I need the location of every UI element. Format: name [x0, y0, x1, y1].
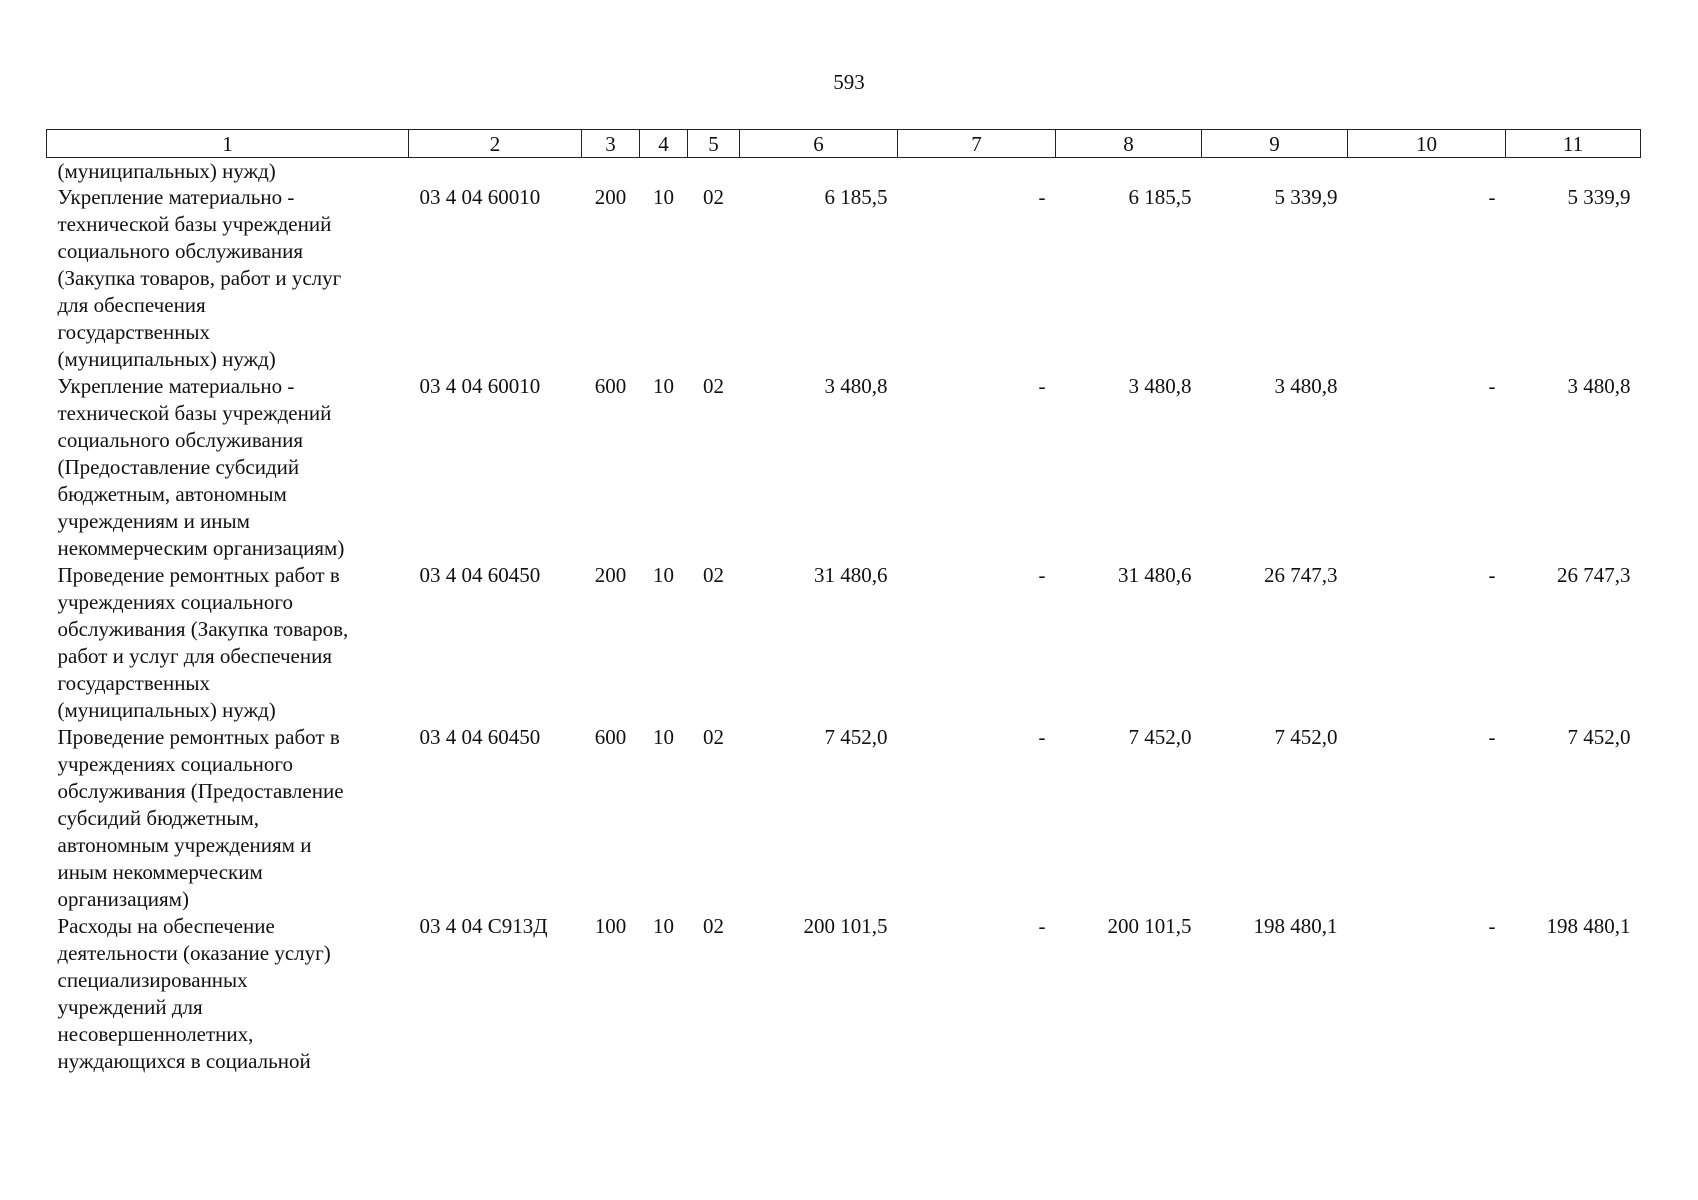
row-col3: 200 [594, 563, 627, 587]
row-col3: 600 [594, 725, 627, 749]
column-header: 10 [1348, 130, 1506, 158]
page-number: 593 [833, 70, 865, 94]
row-col4: 10 [653, 374, 674, 398]
row-col7: - [1038, 725, 1046, 749]
column-header: 3 [582, 130, 640, 158]
column-header: 1 [47, 130, 409, 158]
row-col7: - [1038, 914, 1046, 938]
row-code: 03 4 04 С913Д [419, 914, 548, 938]
column-number-header-row [47, 130, 1641, 158]
column-header: 5 [688, 130, 740, 158]
row-col10: - [1488, 374, 1496, 398]
row-col3: 100 [594, 914, 627, 938]
row-description: Проведение ремонтных работ в учреждениях социального обслуживания (Предоставление субсидий бюджетным, автономным учреждениям и иным некоммерческим организациям) [57, 725, 344, 911]
row-description: Расходы на обеспечение деятельности (оказание услуг) специализированных учреждений для несовершеннолетних, нуждающихся в социальной [57, 914, 331, 1073]
table-row [47, 562, 1641, 724]
column-header: 9 [1202, 130, 1348, 158]
column-header: 4 [640, 130, 688, 158]
row-description: Укрепление материально - технической базы учреждений социального обслуживания (Закупка товаров, работ и услуг для обеспечения государственных (муниципальных) нужд) [57, 185, 342, 371]
row-col8: 7 452,0 [1128, 725, 1192, 749]
row-col9: 26 747,3 [1264, 563, 1338, 587]
row-col11: 198 480,1 [1546, 914, 1631, 938]
column-header: 2 [409, 130, 582, 158]
row-col10: - [1488, 914, 1496, 938]
row-col7: - [1038, 374, 1046, 398]
row-col6: 200 101,5 [803, 914, 888, 938]
row-col5: 02 [703, 914, 724, 938]
column-header: 7 [898, 130, 1056, 158]
row-col7: - [1038, 185, 1046, 209]
row-col6: 31 480,6 [814, 563, 888, 587]
row-code: 03 4 04 60010 [419, 374, 541, 398]
row-col9: 7 452,0 [1274, 725, 1338, 749]
budget-table [46, 129, 1641, 1075]
row-col5: 02 [703, 563, 724, 587]
table-row [47, 913, 1641, 1075]
row-col9: 3 480,8 [1274, 374, 1338, 398]
column-header: 6 [740, 130, 898, 158]
row-col5: 02 [703, 374, 724, 398]
row-code: 03 4 04 60010 [419, 185, 541, 209]
continuation-row [47, 158, 1641, 185]
table-row [47, 724, 1641, 913]
row-col8: 200 101,5 [1107, 914, 1192, 938]
row-col9: 198 480,1 [1253, 914, 1338, 938]
row-col6: 7 452,0 [824, 725, 888, 749]
row-code: 03 4 04 60450 [419, 725, 541, 749]
continuation-text: (муниципальных) нужд) [57, 159, 276, 183]
row-col4: 10 [653, 185, 674, 209]
row-col9: 5 339,9 [1274, 185, 1338, 209]
row-col10: - [1488, 563, 1496, 587]
row-col11: 7 452,0 [1567, 725, 1631, 749]
row-col7: - [1038, 563, 1046, 587]
row-col4: 10 [653, 725, 674, 749]
row-description: Проведение ремонтных работ в учреждениях социального обслуживания (Закупка товаров, работ и услуг для обеспечения государственных (муниципальных) нужд) [57, 563, 349, 722]
row-col8: 6 185,5 [1128, 185, 1192, 209]
row-description: Укрепление материально - технической базы учреждений социального обслуживания (Предоставление субсидий бюджетным, автономным учреждениям и иным некоммерческим организациям) [57, 374, 345, 560]
row-col6: 3 480,8 [824, 374, 888, 398]
row-col4: 10 [653, 563, 674, 587]
row-col10: - [1488, 185, 1496, 209]
column-header: 8 [1056, 130, 1202, 158]
row-col11: 5 339,9 [1567, 185, 1631, 209]
row-col10: - [1488, 725, 1496, 749]
row-col11: 3 480,8 [1567, 374, 1631, 398]
row-col5: 02 [703, 185, 724, 209]
row-col3: 200 [594, 185, 627, 209]
row-col3: 600 [594, 374, 627, 398]
row-col8: 3 480,8 [1128, 374, 1192, 398]
row-col8: 31 480,6 [1118, 563, 1192, 587]
table-row [47, 184, 1641, 373]
column-header: 11 [1506, 130, 1641, 158]
row-code: 03 4 04 60450 [419, 563, 541, 587]
row-col5: 02 [703, 725, 724, 749]
row-col4: 10 [653, 914, 674, 938]
row-col6: 6 185,5 [824, 185, 888, 209]
table-row [47, 373, 1641, 562]
row-col11: 26 747,3 [1557, 563, 1631, 587]
